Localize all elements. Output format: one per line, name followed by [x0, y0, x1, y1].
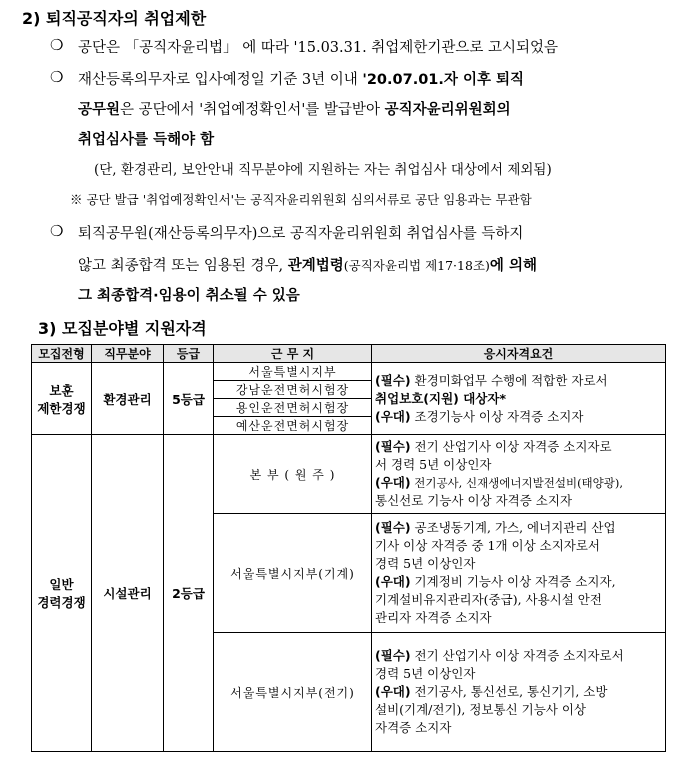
row2-requirements-2: (필수) 공조냉동기계, 가스, 에너지관리 산업 기사 이상 자격증 중 1개 이상 소지자로서 경력 5년 이상인자 (우대) 기계정비 기능사 이상 자격증 소지자, 기계설비유지관리자(중급), 사용시설 안전 관리자 자격증 소지자 [372, 514, 666, 633]
bullet-1-text: 공단은 「공직자윤리법」 에 따라 '15.03.31. 취업제한기관으로 고시되었음 [78, 40, 558, 56]
header-location: 근 무 지 [214, 345, 372, 363]
recruitment-table [31, 344, 666, 752]
bullet-2-line-3: 취업심사를 득해야 함 [78, 132, 215, 148]
table-row [32, 435, 666, 514]
bullet-2-line-2: 공무원은 공단에서 '취업예정확인서'를 발급받아 공직자윤리위원회의 [78, 102, 511, 118]
table-header-row [32, 345, 666, 363]
bullet-2-line-1: 재산등록의무자로 입사예정일 기준 3년 이내 '20.07.01.자 이후 퇴직 [78, 72, 525, 88]
header-type: 모집전형 [32, 345, 92, 363]
row1-location-1: 서울특별시지부 [214, 363, 372, 381]
bullet-3-line-3: 그 최종합격·임용이 취소될 수 있음 [78, 288, 300, 304]
reference-note: ※ 공단 발급 '취업예정확인서'는 공직자윤리위원회 심의서류로 공단 임용과는 무관함 [70, 192, 532, 207]
bullet-3-line-2: 않고 최종합격 또는 임용된 경우, 관계법령(공직자윤리법 제17·18조)에 의해 [78, 258, 537, 274]
bullet-circle-2: ❍ [50, 68, 64, 86]
header-field: 직무분야 [92, 345, 164, 363]
bullet-2-note: (단, 환경관리, 보안안내 직무분야에 지원하는 자는 취업심사 대상에서 제외됨) [94, 162, 552, 178]
row1-grade: 5등급 [164, 363, 214, 435]
bullet-3-line-1: 퇴직공무원(재산등록의무자)으로 공직자윤리위원회 취업심사를 득하지 [78, 226, 524, 242]
row2-requirements-1: (필수) 전기 산업기사 이상 자격증 소지자로 서 경력 5년 이상인자 (우대) 전기공사, 신재생에너지발전설비(태양광), 통신선로 기능사 이상 자격증 소지자 [372, 435, 666, 514]
section-3-title: 3) 모집분야별 지원자격 [38, 319, 207, 338]
section-2-title: 2) 퇴직공직자의 취업제한 [22, 9, 207, 28]
row2-location-1: 본 부 ( 원 주 ) [214, 435, 372, 514]
row2-type: 일반 경력경쟁 [32, 435, 92, 752]
row1-location-2: 강남운전면허시험장 [214, 381, 372, 399]
row2-grade: 2등급 [164, 435, 214, 752]
header-grade: 등급 [164, 345, 214, 363]
row1-requirements: (필수) 환경미화업무 수행에 적합한 자로서 취업보호(지원) 대상자* (우대) 조경기능사 이상 자격증 소지자 [372, 363, 666, 435]
row2-location-3: 서울특별시지부(전기) [214, 633, 372, 752]
row1-field: 환경관리 [92, 363, 164, 435]
row1-location-4: 예산운전면허시험장 [214, 417, 372, 435]
row2-requirements-3: (필수) 전기 산업기사 이상 자격증 소지자로서 경력 5년 이상인자 (우대) 전기공사, 통신선로, 통신기기, 소방 설비(기계/전기), 정보통신 기능사 이상 자격증 소지자 [372, 633, 666, 752]
header-requirements: 응시자격요건 [372, 345, 666, 363]
row2-location-2: 서울특별시지부(기계) [214, 514, 372, 633]
row2-field: 시설관리 [92, 435, 164, 752]
row1-location-3: 용인운전면허시험장 [214, 399, 372, 417]
table-row [32, 363, 666, 381]
bullet-circle-3: ❍ [50, 222, 64, 240]
bullet-circle-1: ❍ [50, 36, 64, 54]
row1-type: 보훈 제한경쟁 [32, 363, 92, 435]
